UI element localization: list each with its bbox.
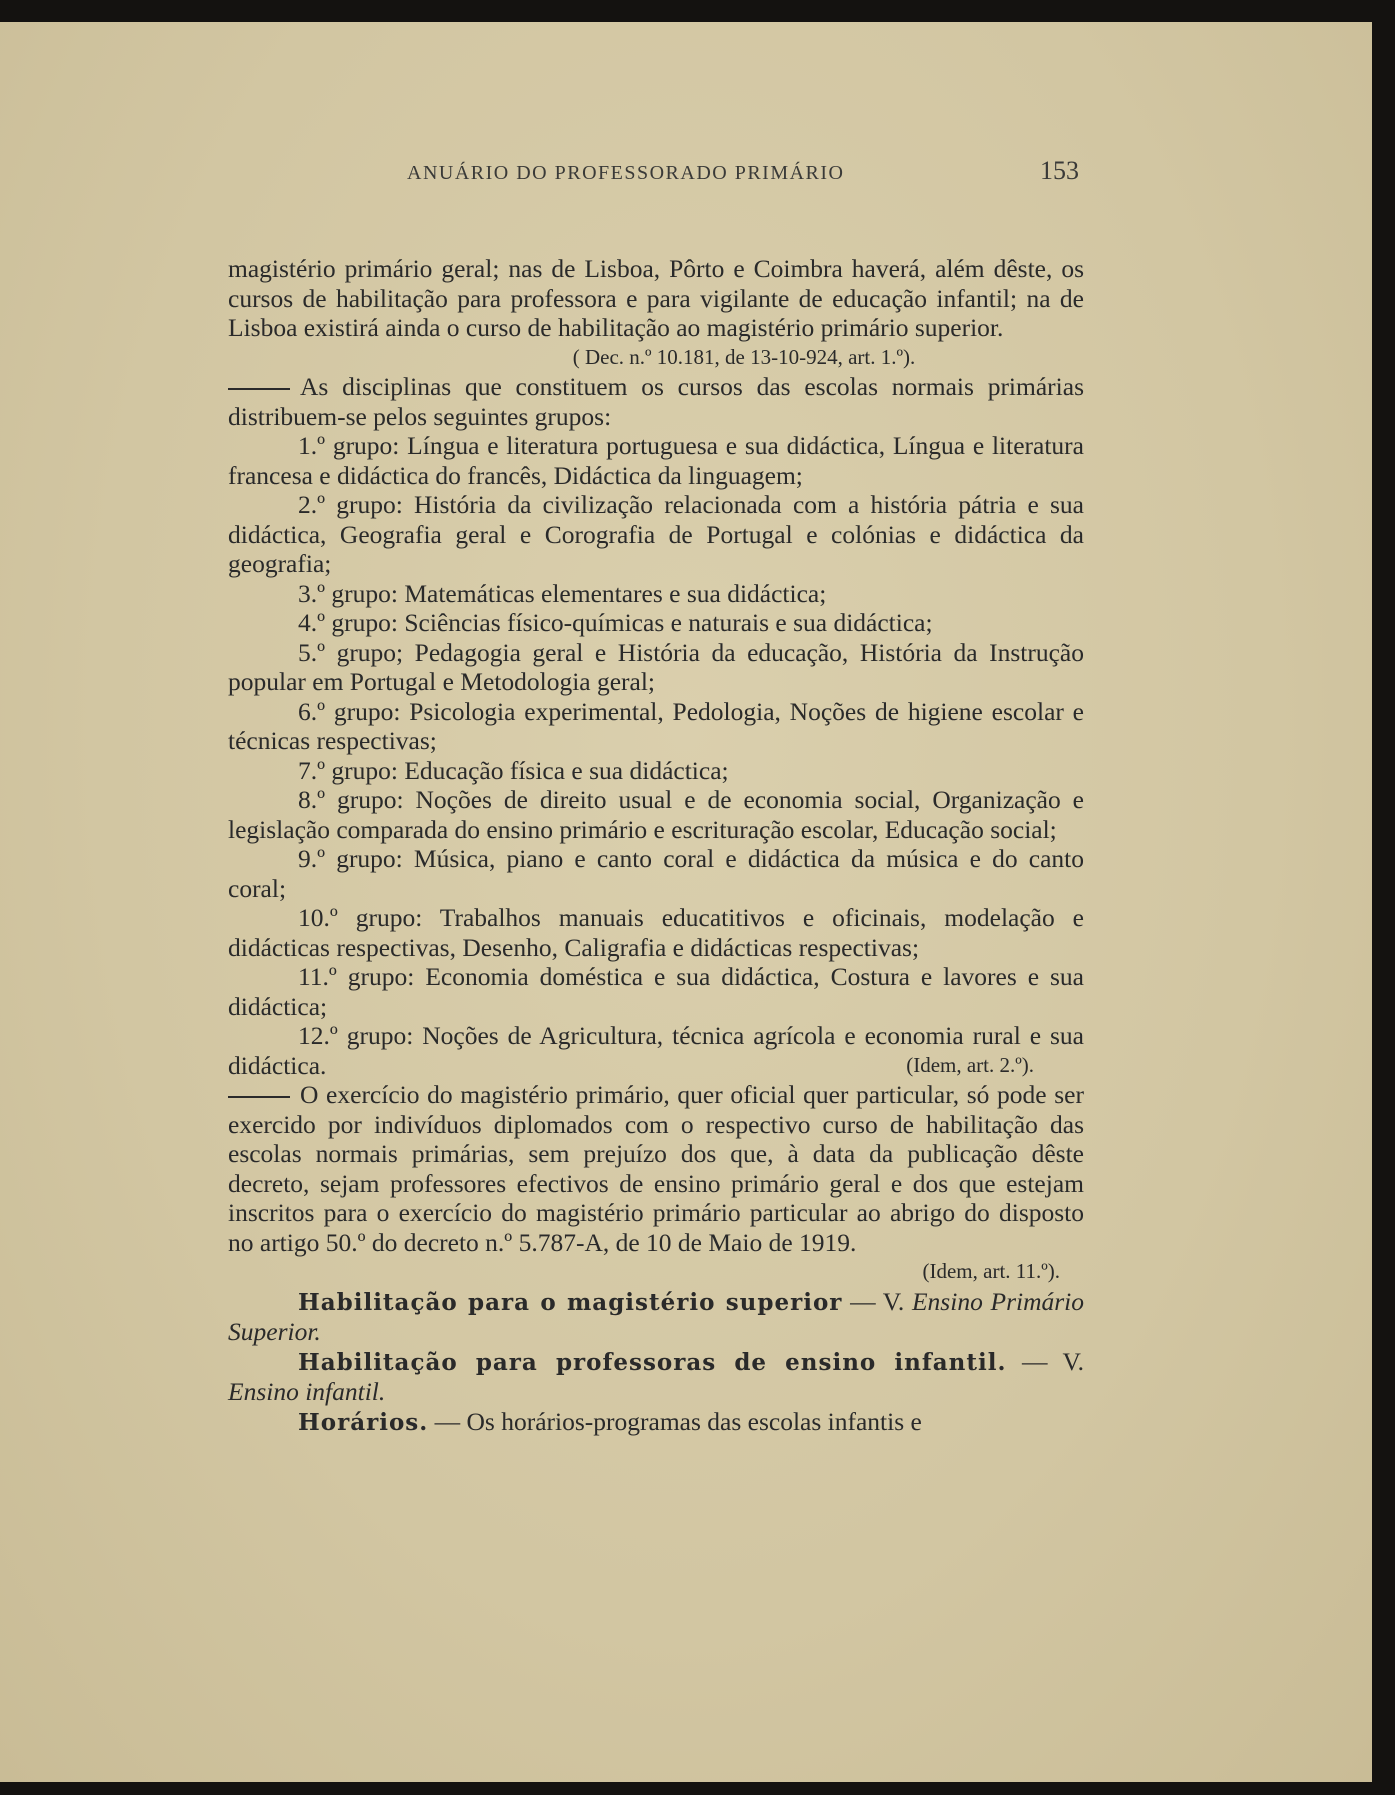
page-number: 153	[1040, 156, 1079, 185]
paragraph-3-text: O exercício do magistério primário, quer oficial quer particular, só pode ser exercido por indivíduos diplomados com o respectivo curso de habilitação das escolas normais primárias, sem prejuízo dos que, à data da publicação dêste decreto, sejam professores efectivos de ensino primário geral e dos que estejam inscritos para o exercício do magistério primário particular ao abrigo do disposto no artigo 50.º do decreto n.º 5.787-A, de 10 de Maio de 1919.	[228, 1080, 1084, 1257]
group-10: 10.º grupo: Trabalhos manuais educatitivos e oficinais, modelação e didácticas respectivas, Desenho, Caligrafia e didácticas respectivas;	[228, 903, 1084, 962]
heading-entry-1-ref: — V.	[842, 1286, 905, 1316]
citation-2: (Idem, art. 2.º).	[906, 1052, 1034, 1077]
citation-1: ( Dec. n.º 10.181, de 13-10-924, art. 1.º).	[572, 344, 916, 369]
paragraph-2	[228, 372, 1084, 431]
heading-entry-3-title: Horários.	[298, 1408, 429, 1436]
page-header	[0, 150, 1372, 190]
heading-entry-1	[228, 1287, 1084, 1347]
group-11: 11.º grupo: Economia doméstica e sua didáctica, Costura e lavores e sua didáctica;	[228, 962, 1084, 1021]
heading-entry-2-italic: Ensino infantil.	[228, 1377, 386, 1406]
paragraph-1: magistério primário geral; nas de Lisboa, Pôrto e Coimbra haverá, além dêste, os cursos de habilitação para professora e para vigilante de educação infantil; na de Lisboa existirá ainda o curso de habilitação ao magistério primário superior.	[228, 254, 1084, 342]
group-6: 6.º grupo: Psicologia experimental, Pedologia, Noções de higiene escolar e técnicas respectivas;	[228, 696, 1084, 755]
group-12-text: 12.º grupo: Noções de Agricultura, técnica agrícola e economia rural e sua didáctica.	[228, 1021, 1084, 1080]
heading-entry-3-text: — Os horários-programas das escolas infantis e	[428, 1406, 922, 1436]
heading-entry-2-ref: — V.	[1021, 1346, 1084, 1376]
heading-entry-1-title: Habilitação para o magistério superior	[298, 1288, 843, 1316]
group-12	[228, 1021, 1084, 1080]
heading-entry-1-italic: Ensino Primário Superior.	[228, 1286, 1084, 1346]
citation-3: (Idem, art. 11.º).	[922, 1259, 1060, 1283]
heading-entry-3	[228, 1407, 1084, 1438]
group-7: 7.º grupo: Educação física e sua didáctica;	[298, 755, 729, 785]
group-4: 4.º grupo: Sciências físico-químicas e naturais e sua didáctica;	[298, 608, 933, 637]
group-1: 1.º grupo: Língua e literatura portuguesa e sua didáctica, Língua e literatura francesa e didáctica do francês, Didáctica da linguagem;	[228, 431, 1084, 490]
group-9: 9.º grupo: Música, piano e canto coral e didáctica da música e do canto coral;	[228, 844, 1084, 903]
heading-entry-2	[228, 1347, 1084, 1407]
heading-entry-2-title: Habilitação para professoras de ensino infantil.	[298, 1348, 1007, 1376]
group-8: 8.º grupo: Noções de direito usual e de economia social, Organização e legislação comparada do ensino primário e escrituração escolar, Educação social;	[228, 785, 1084, 844]
document-page	[0, 22, 1372, 1782]
body-text	[228, 254, 1084, 1437]
group-3: 3.º grupo: Matemáticas elementares e sua didáctica;	[298, 578, 827, 608]
paragraph-3	[228, 1080, 1084, 1257]
group-2: 2.º grupo: História da civilização relacionada com a história pátria e sua didáctica, Geografia geral e Corografia de Portugal e colónias e didáctica da geografia;	[228, 490, 1084, 578]
running-title: ANUÁRIO DO PROFESSORADO PRIMÁRIO	[407, 162, 845, 184]
paragraph-2-text: As disciplinas que constituem os cursos das escolas normais primárias distribuem-se pelos seguintes grupos:	[228, 372, 1084, 431]
group-5: 5.º grupo; Pedagogia geral e História da educação, História da Instrução popular em Portugal e Metodologia geral;	[228, 637, 1084, 696]
